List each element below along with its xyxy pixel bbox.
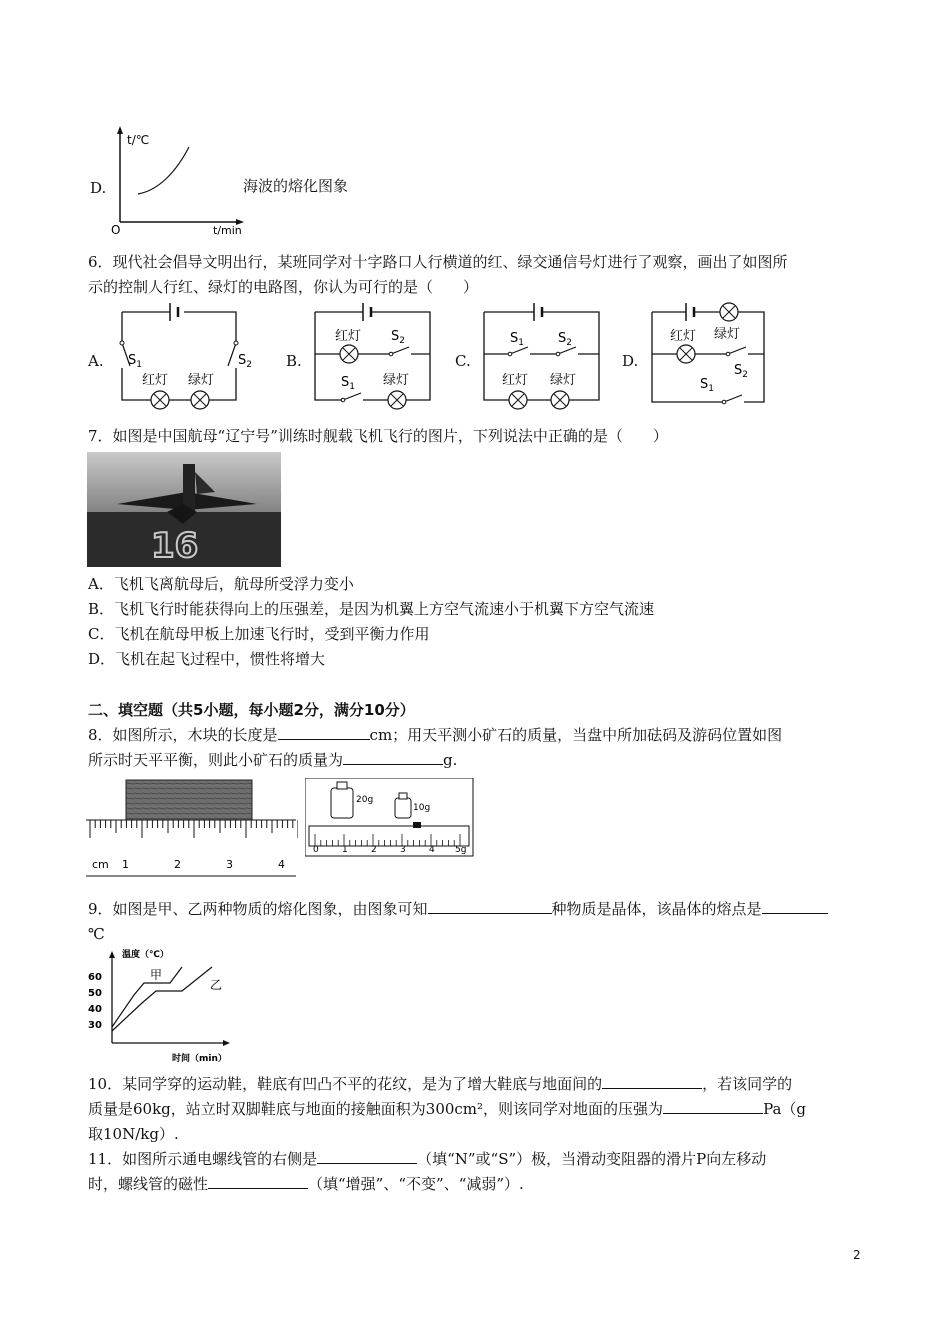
q6-circuit-a <box>108 298 258 410</box>
q10-blank-friction <box>602 1073 702 1089</box>
q6-stem-line2: 示的控制人行红、绿灯的电路图，你认为可行的是（ ） <box>88 278 479 296</box>
q7-option-d: D．飞机在起飞过程中，惯性将增大 <box>88 650 326 668</box>
q11-line2: 时，螺线管的磁性 （填“增强”、“不变”、“减弱”）. <box>88 1175 524 1193</box>
svg-text:红灯: 红灯 <box>502 373 529 388</box>
q6-option-c-letter: C. <box>455 352 471 370</box>
svg-text:绿灯: 绿灯 <box>550 373 577 388</box>
q9-label-yi: 乙 <box>210 978 223 992</box>
q6-stem-line1: 6．现代社会倡导文明出行，某班同学对十字路口人行横道的红、绿交通信号灯进行了观察，画出了如图所 <box>88 253 788 271</box>
svg-text:绿灯: 绿灯 <box>714 327 741 342</box>
q11-line1: 11．如图所示通电螺线管的右侧是 （填“N”或“S”）极，当滑动变阻器的滑片P向左移动 <box>88 1150 767 1168</box>
q9-label-jia: 甲 <box>150 968 163 982</box>
svg-text:S2: $S_2$ <box>238 353 252 370</box>
q8-ruler-tick-1: 1 <box>122 858 129 871</box>
q8-balance-figure <box>305 778 475 858</box>
q8-line2: 所示时天平平衡，则此小矿石的质量为 g. <box>88 751 458 769</box>
q6-circuit-b <box>305 298 440 410</box>
q10-line1: 10．某同学穿的运动鞋，鞋底有凹凸不平的花纹，是为了增大鞋底与地面间的 ，若该同学的 <box>88 1075 793 1093</box>
svg-text:红灯: 红灯 <box>335 329 362 344</box>
q7-option-b: B．飞机飞行时能获得向上的压强差，是因为机翼上方空气流速小于机翼下方空气流速 <box>88 600 655 618</box>
q10-blank-pressure <box>663 1098 763 1114</box>
q8-ruler-figure <box>86 776 298 878</box>
q8-weight-20g: 20g <box>356 795 374 805</box>
q6-option-b-letter: B. <box>286 352 302 370</box>
svg-text:0: 0 <box>313 845 319 855</box>
svg-text:红灯: 红灯 <box>670 329 697 344</box>
q5-melting-graph <box>105 122 245 237</box>
q7-option-a: A．飞机飞离航母后，航母所受浮力变小 <box>88 575 354 593</box>
q9-line1: 9．如图是甲、乙两种物质的熔化图象，由图象可知 种物质是晶体，该晶体的熔点是 <box>88 898 828 920</box>
svg-text:50: 50 <box>88 988 102 999</box>
q5-option-d-caption: 海波的熔化图象 <box>243 177 349 195</box>
q7-carrier-photo <box>87 452 281 567</box>
section-2-heading: 二、填空题（共5小题，每小题2分，满分10分） <box>88 701 415 719</box>
q9-line2: ℃ <box>88 925 105 943</box>
svg-text:5g: 5g <box>455 845 467 855</box>
q7-option-c: C．飞机在航母甲板上加速飞行时，受到平衡力作用 <box>88 625 430 643</box>
svg-text:S2: $S_2$ <box>734 363 748 380</box>
q9-blank-substance <box>428 898 552 914</box>
svg-text:绿灯: 绿灯 <box>383 373 410 388</box>
q7-deck-number: 16 <box>151 526 199 566</box>
svg-text:S1: $S_1$ <box>700 377 714 394</box>
q5-x-axis-label: t/min <box>213 224 242 237</box>
q6-option-a-letter: A. <box>88 352 104 370</box>
q9-x-label: 时间（min） <box>172 1054 227 1064</box>
q6-option-d-letter: D. <box>622 352 639 370</box>
svg-text:S1: $S_1$ <box>510 331 524 348</box>
svg-text:S2: $S_2$ <box>558 331 572 348</box>
q8-blank-length <box>278 724 370 740</box>
q5-option-d-letter: D. <box>90 179 107 197</box>
q8-ruler-tick-2: 2 <box>174 858 181 871</box>
svg-text:红灯: 红灯 <box>142 373 169 388</box>
svg-text:1: 1 <box>342 845 348 855</box>
svg-text:4: 4 <box>429 845 435 855</box>
q11-blank-pole <box>317 1148 417 1164</box>
svg-text:S1: $S_1$ <box>341 375 355 392</box>
q11-blank-magnetism <box>208 1173 308 1189</box>
svg-text:S2: $S_2$ <box>391 329 405 346</box>
q8-ruler-unit: cm <box>92 858 109 871</box>
q8-ruler-tick-3: 3 <box>226 858 233 871</box>
svg-text:S1: $S_1$ <box>128 353 142 370</box>
q8-blank-mass <box>343 749 443 765</box>
q8-ruler-tick-4: 4 <box>278 858 285 871</box>
q5-origin-label: O <box>111 223 121 237</box>
q6-circuit-c <box>474 298 609 410</box>
q10-line3: 取10N/kg）. <box>88 1125 179 1143</box>
svg-text:3: 3 <box>400 845 406 855</box>
q9-blank-melting-point <box>762 898 828 914</box>
svg-text:60: 60 <box>88 972 102 983</box>
q7-stem: 7．如图是中国航母“辽宁号”训练时舰载飞机飞行的图片，下列说法中正确的是（ ） <box>88 427 668 445</box>
q10-line2: 质量是60kg，站立时双脚鞋底与地面的接触面积为300cm²，则该同学对地面的压强为 Pa（g <box>88 1100 807 1118</box>
q8-weight-10g: 10g <box>413 803 431 813</box>
svg-text:绿灯: 绿灯 <box>188 373 215 388</box>
q8-line1: 8．如图所示，木块的长度是 cm；用天平测小矿石的质量，当盘中所加砝码及游码位置如图 <box>88 726 783 744</box>
svg-text:40: 40 <box>88 1004 102 1015</box>
svg-text:2: 2 <box>371 845 377 855</box>
svg-text:30: 30 <box>88 1020 102 1031</box>
page-number: 2 <box>853 1248 861 1262</box>
q9-series-jia <box>112 967 182 1027</box>
q5-y-axis-label: t/℃ <box>127 133 150 147</box>
q9-y-label: 温度（℃） <box>122 950 169 960</box>
q6-circuit-d <box>642 290 774 410</box>
q9-melting-graph <box>86 945 236 1065</box>
